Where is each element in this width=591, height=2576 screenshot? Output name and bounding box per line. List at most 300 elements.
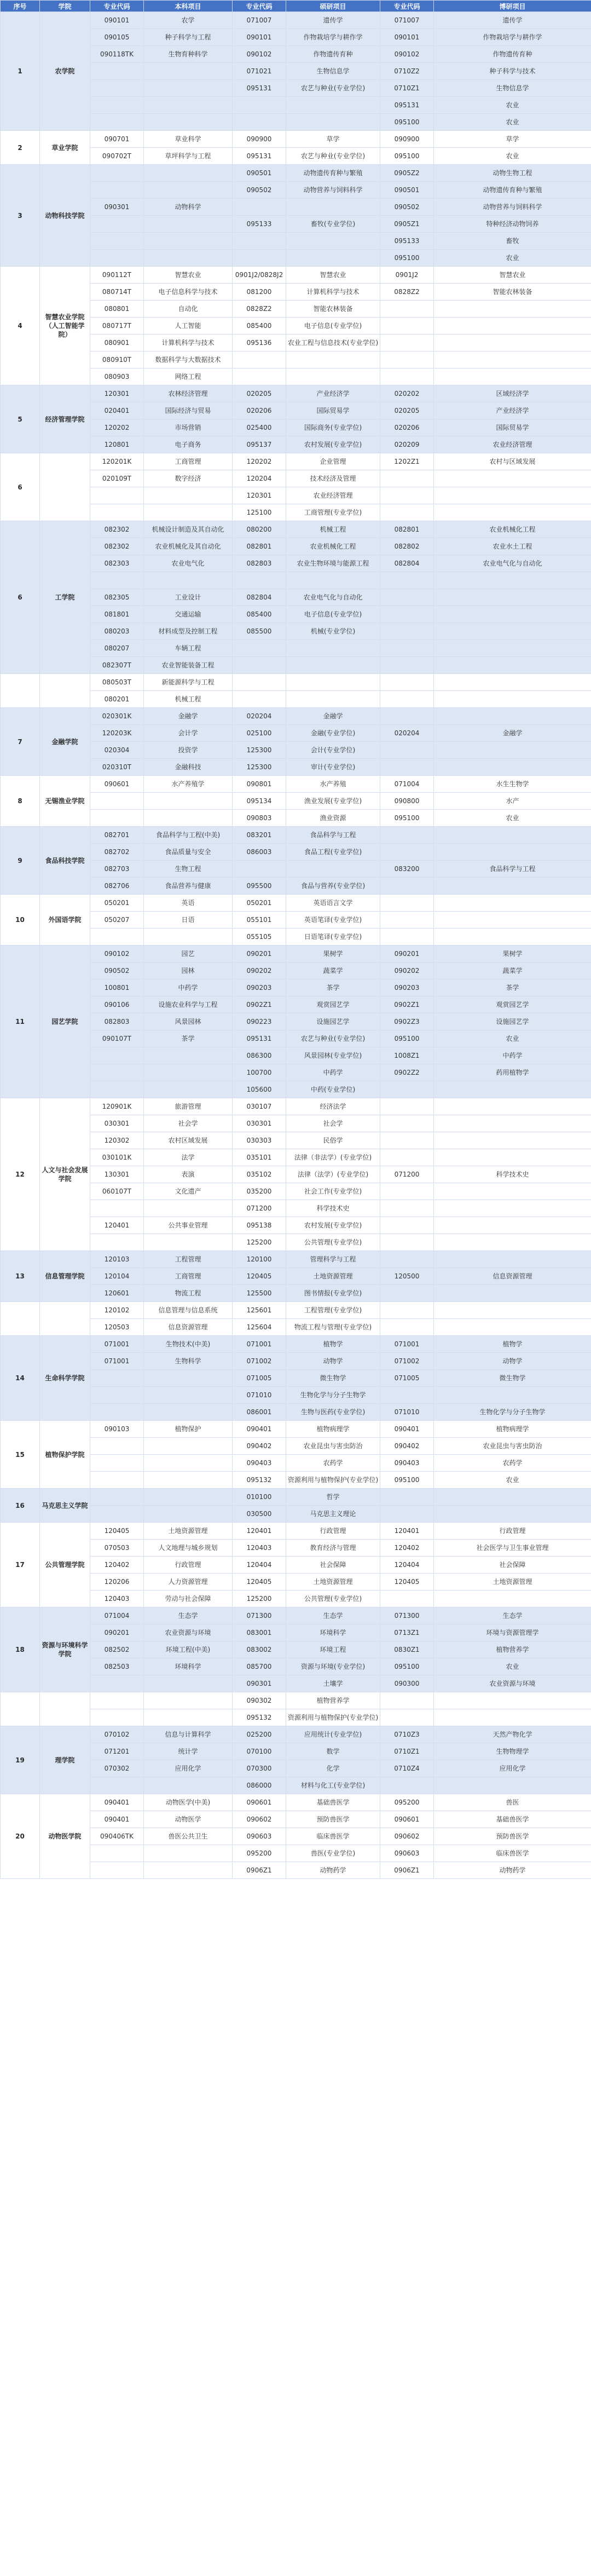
master-program: 教育经济与管理: [286, 1540, 380, 1557]
phd-code: 071010: [380, 1404, 434, 1421]
phd-code: [380, 1489, 434, 1506]
phd-code: 090800: [380, 793, 434, 810]
master-program: 农艺与种业(专业学位): [286, 148, 380, 165]
undergrad-code: 050207: [90, 912, 144, 929]
undergrad-code: 120102: [90, 1302, 144, 1319]
undergrad-code: [90, 233, 144, 250]
college-seq: 12: [1, 1098, 40, 1251]
phd-code: 0710Z4: [380, 1760, 434, 1777]
undergrad-code: [90, 216, 144, 233]
phd-code: 095100: [380, 250, 434, 267]
phd-code: [380, 487, 434, 504]
phd-code: 0710Z1: [380, 1743, 434, 1760]
table-row: [1, 827, 591, 844]
master-code: 055101: [233, 912, 286, 929]
table-body: [1, 12, 591, 1879]
college-name: 无锡渔业学院: [40, 776, 90, 827]
phd-program: 智慧农业: [434, 267, 591, 284]
phd-code: [380, 368, 434, 385]
phd-code: 071200: [380, 1166, 434, 1183]
master-program: 社会学: [286, 1115, 380, 1132]
undergrad-program: [144, 97, 233, 114]
college-seq: 15: [1, 1421, 40, 1489]
phd-code: [380, 1115, 434, 1132]
phd-code: 0830Z1: [380, 1641, 434, 1658]
undergrad-program: [144, 216, 233, 233]
undergrad-program: 智慧农业: [144, 267, 233, 284]
master-code: 120100: [233, 1251, 286, 1268]
undergrad-program: 统计学: [144, 1743, 233, 1760]
master-program: 法律（非法学）(专业学位): [286, 1149, 380, 1166]
phd-code: [380, 1319, 434, 1336]
table-row: [1, 1421, 591, 1438]
phd-program: [434, 1285, 591, 1302]
phd-program: [434, 657, 591, 674]
master-program: 生物信息学: [286, 63, 380, 80]
college-seq: 5: [1, 385, 40, 453]
master-program: 观赏园艺学: [286, 996, 380, 1013]
college-seq: [1, 1302, 40, 1336]
master-program: 图书情报(专业学位): [286, 1285, 380, 1302]
undergrad-code: [90, 1200, 144, 1217]
phd-code: [380, 844, 434, 861]
master-program: 渔业发展(专业学位): [286, 793, 380, 810]
phd-code: 090201: [380, 946, 434, 963]
undergrad-code: 070302: [90, 1760, 144, 1777]
master-code: 095138: [233, 1217, 286, 1234]
master-code: 035200: [233, 1183, 286, 1200]
undergrad-code: [90, 793, 144, 810]
master-code: [233, 351, 286, 368]
college-seq: 2: [1, 131, 40, 165]
phd-program: 植物病理学: [434, 1421, 591, 1438]
phd-code: 0906Z1: [380, 1862, 434, 1879]
undergrad-code: 090106: [90, 996, 144, 1013]
phd-program: [434, 1251, 591, 1268]
phd-program: [434, 1132, 591, 1149]
master-code: 030107: [233, 1098, 286, 1115]
master-code: 090501: [233, 165, 286, 182]
phd-code: 0713Z1: [380, 1624, 434, 1641]
table-row: [1, 1692, 591, 1709]
phd-program: 天然产物化学: [434, 1726, 591, 1743]
undergrad-program: 电子信息科学与技术: [144, 284, 233, 301]
undergrad-program: 工程管理: [144, 1251, 233, 1268]
master-code: 083002: [233, 1641, 286, 1658]
undergrad-program: [144, 1047, 233, 1064]
undergrad-code: 082503: [90, 1658, 144, 1675]
phd-program: 土地资源管理: [434, 1574, 591, 1590]
master-program: 蔬菜学: [286, 963, 380, 979]
college-name: 工学院: [40, 521, 90, 674]
master-code: [233, 861, 286, 878]
undergrad-program: 兽医公共卫生: [144, 1828, 233, 1845]
undergrad-code: [90, 1472, 144, 1489]
phd-program: [434, 742, 591, 759]
master-program: 农业电气化与自动化: [286, 589, 380, 606]
undergrad-program: 行政管理: [144, 1557, 233, 1574]
master-program: 农业机械化工程: [286, 538, 380, 555]
undergrad-code: 070503: [90, 1540, 144, 1557]
undergrad-program: 生物育种科学: [144, 46, 233, 63]
undergrad-program: [144, 1064, 233, 1081]
master-code: 082803: [233, 555, 286, 572]
master-code: 085700: [233, 1658, 286, 1675]
phd-code: 090602: [380, 1828, 434, 1845]
phd-program: 兽医: [434, 1794, 591, 1811]
master-program: 农艺与种业(专业学位): [286, 1030, 380, 1047]
college-seq: 18: [1, 1607, 40, 1692]
master-program: 农村发展(专业学位): [286, 1217, 380, 1234]
master-program: 植物学: [286, 1336, 380, 1353]
undergrad-program: [144, 1200, 233, 1217]
table-row: [1, 521, 591, 538]
phd-program: [434, 1217, 591, 1234]
master-code: [233, 233, 286, 250]
master-program: 兽医(专业学位): [286, 1845, 380, 1862]
undergrad-program: 机械设计制造及其自动化: [144, 521, 233, 538]
phd-code: [380, 1132, 434, 1149]
table-row: [1, 895, 591, 912]
master-program: 化学: [286, 1760, 380, 1777]
phd-program: 作物栽培学与耕作学: [434, 29, 591, 46]
master-program: 法律（法学）(专业学位): [286, 1166, 380, 1183]
undergrad-program: 农村区域发展: [144, 1132, 233, 1149]
undergrad-program: [144, 1862, 233, 1879]
undergrad-program: [144, 165, 233, 182]
master-code: 095131: [233, 1030, 286, 1047]
table-row: [1, 1251, 591, 1268]
phd-program: [434, 572, 591, 589]
master-program: 植物病理学: [286, 1421, 380, 1438]
phd-code: 1008Z1: [380, 1047, 434, 1064]
phd-program: 社会保障: [434, 1557, 591, 1574]
phd-code: 020209: [380, 436, 434, 453]
phd-code: [380, 691, 434, 708]
undergrad-code: 080714T: [90, 284, 144, 301]
undergrad-program: [144, 1438, 233, 1455]
phd-code: 090203: [380, 979, 434, 996]
undergrad-code: 090103: [90, 1421, 144, 1438]
table-row: [1, 1523, 591, 1540]
undergrad-code: [90, 114, 144, 131]
master-program: 公共管理(专业学位): [286, 1590, 380, 1607]
master-program: 动物药学: [286, 1862, 380, 1879]
college-seq: 10: [1, 895, 40, 946]
phd-code: 090300: [380, 1675, 434, 1692]
phd-program: 动物营养与饲料科学: [434, 199, 591, 216]
master-program: 植物营养学: [286, 1692, 380, 1709]
master-program: 社会工作(专业学位): [286, 1183, 380, 1200]
master-program: 智慧农业: [286, 267, 380, 284]
phd-code: 090101: [380, 29, 434, 46]
phd-code: 0902Z2: [380, 1064, 434, 1081]
table-row: [1, 946, 591, 963]
undergrad-program: 农业资源与环境: [144, 1624, 233, 1641]
master-code: 090601: [233, 1794, 286, 1811]
phd-code: 090502: [380, 199, 434, 216]
undergrad-code: 090701: [90, 131, 144, 148]
master-code: 125500: [233, 1285, 286, 1302]
master-code: 035101: [233, 1149, 286, 1166]
phd-program: 农业: [434, 1030, 591, 1047]
master-code: 095132: [233, 1709, 286, 1726]
undergrad-code: 080717T: [90, 318, 144, 335]
phd-program: 水生生物学: [434, 776, 591, 793]
master-code: [233, 691, 286, 708]
master-code: 071021: [233, 63, 286, 80]
master-code: 125200: [233, 1590, 286, 1607]
undergrad-code: [90, 182, 144, 199]
master-program: 行政管理: [286, 1523, 380, 1540]
undergrad-program: 工业设计: [144, 589, 233, 606]
master-code: 120404: [233, 1557, 286, 1574]
phd-code: 095100: [380, 114, 434, 131]
undergrad-code: 030301: [90, 1115, 144, 1132]
phd-code: [380, 335, 434, 351]
master-program: 数学: [286, 1743, 380, 1760]
phd-code: 090900: [380, 131, 434, 148]
phd-code: 020205: [380, 402, 434, 419]
phd-code: [380, 759, 434, 776]
undergrad-program: 茶学: [144, 1030, 233, 1047]
undergrad-program: 水产养殖学: [144, 776, 233, 793]
master-code: 086003: [233, 844, 286, 861]
phd-code: 0901J2: [380, 267, 434, 284]
phd-program: 农业: [434, 97, 591, 114]
phd-code: 082804: [380, 555, 434, 572]
undergrad-program: [144, 1777, 233, 1794]
phd-program: 农药学: [434, 1455, 591, 1472]
master-program: 公共管理(专业学位): [286, 1234, 380, 1251]
undergrad-program: 农业电气化: [144, 555, 233, 572]
college-seq: 4: [1, 267, 40, 385]
master-program: 资源利用与植物保护(专业学位): [286, 1709, 380, 1726]
undergrad-code: 071004: [90, 1607, 144, 1624]
phd-program: [434, 487, 591, 504]
college-name: 理学院: [40, 1726, 90, 1794]
college-seq: 20: [1, 1794, 40, 1879]
undergrad-code: 090102: [90, 946, 144, 963]
master-program: 土地资源管理: [286, 1268, 380, 1285]
undergrad-code: 120503: [90, 1319, 144, 1336]
phd-code: 071005: [380, 1370, 434, 1387]
table-row: [1, 385, 591, 402]
college-name: 人文与社会发展学院: [40, 1098, 90, 1251]
master-code: 071001: [233, 1336, 286, 1353]
undergrad-program: 环境科学: [144, 1658, 233, 1675]
undergrad-code: 090401: [90, 1794, 144, 1811]
master-program: 哲学: [286, 1489, 380, 1506]
phd-code: [380, 606, 434, 623]
master-program: [286, 250, 380, 267]
master-code: 090602: [233, 1811, 286, 1828]
undergrad-code: 030101K: [90, 1149, 144, 1166]
undergrad-code: 120601: [90, 1285, 144, 1302]
master-program: 经济法学: [286, 1098, 380, 1115]
master-program: 机械(专业学位): [286, 623, 380, 640]
phd-code: 095100: [380, 148, 434, 165]
master-code: 071002: [233, 1353, 286, 1370]
phd-program: [434, 1200, 591, 1217]
college-seq: 6: [1, 521, 40, 674]
master-program: 农业工程与信息技术(专业学位): [286, 335, 380, 351]
undergrad-code: 120203K: [90, 725, 144, 742]
phd-code: 120405: [380, 1574, 434, 1590]
undergrad-code: 120901K: [90, 1098, 144, 1115]
undergrad-code: 020304: [90, 742, 144, 759]
master-code: [233, 97, 286, 114]
phd-program: 生物物理学: [434, 1743, 591, 1760]
college-name: 动物医学院: [40, 1794, 90, 1879]
master-program: [286, 572, 380, 589]
master-program: 工程管理(专业学位): [286, 1302, 380, 1319]
master-program: 临床兽医学: [286, 1828, 380, 1845]
master-program: 农村发展(专业学位): [286, 436, 380, 453]
master-code: 090202: [233, 963, 286, 979]
master-code: 125300: [233, 742, 286, 759]
master-code: [233, 114, 286, 131]
phd-program: [434, 589, 591, 606]
undergrad-program: [144, 1404, 233, 1421]
undergrad-program: [144, 1489, 233, 1506]
undergrad-program: 新能源科学与工程: [144, 674, 233, 691]
phd-code: 090401: [380, 1421, 434, 1438]
phd-code: 095100: [380, 1030, 434, 1047]
undergrad-program: 表演: [144, 1166, 233, 1183]
master-code: 082801: [233, 538, 286, 555]
phd-program: [434, 351, 591, 368]
table-row: [1, 1726, 591, 1743]
phd-program: 水产: [434, 793, 591, 810]
table-row: [1, 12, 591, 29]
master-program: 金融(专业学位): [286, 725, 380, 742]
master-code: 082804: [233, 589, 286, 606]
undergrad-code: 120104: [90, 1268, 144, 1285]
undergrad-program: [144, 929, 233, 946]
undergrad-code: [90, 487, 144, 504]
college-name: [40, 1692, 90, 1726]
master-program: 环境工程: [286, 1641, 380, 1658]
master-program: 茶学: [286, 979, 380, 996]
undergrad-code: 120201K: [90, 453, 144, 470]
undergrad-program: 金融学: [144, 708, 233, 725]
table-row: [1, 1794, 591, 1811]
undergrad-program: [144, 1472, 233, 1489]
undergrad-program: 设施农业科学与工程: [144, 996, 233, 1013]
undergrad-code: [90, 1675, 144, 1692]
master-code: 120301: [233, 487, 286, 504]
phd-program: 生物信息学: [434, 80, 591, 97]
undergrad-code: [90, 1438, 144, 1455]
undergrad-code: 080207: [90, 640, 144, 657]
master-program: 机械工程: [286, 521, 380, 538]
master-code: 090223: [233, 1013, 286, 1030]
phd-code: [380, 1217, 434, 1234]
master-program: [286, 368, 380, 385]
undergrad-program: 种子科学与工程: [144, 29, 233, 46]
undergrad-code: [90, 1047, 144, 1064]
header-phd-program: 博研项目: [434, 1, 591, 12]
master-program: [286, 861, 380, 878]
table-row: [1, 1607, 591, 1624]
phd-code: 0828Z2: [380, 284, 434, 301]
header-phd-code: 专业代码: [380, 1, 434, 12]
master-program: 果树学: [286, 946, 380, 963]
phd-program: 预防兽医学: [434, 1828, 591, 1845]
phd-code: [380, 318, 434, 335]
master-code: [233, 199, 286, 216]
master-program: [286, 691, 380, 708]
phd-code: [380, 827, 434, 844]
phd-code: 090202: [380, 963, 434, 979]
undergrad-code: 070102: [90, 1726, 144, 1743]
undergrad-code: 080801: [90, 301, 144, 318]
phd-program: [434, 878, 591, 895]
phd-code: 090601: [380, 1811, 434, 1828]
master-program: 农业生物环境与能源工程: [286, 555, 380, 572]
undergrad-program: 信息与计算科学: [144, 1726, 233, 1743]
undergrad-code: [90, 572, 144, 589]
college-name: 外国语学院: [40, 895, 90, 946]
undergrad-program: 市场营销: [144, 419, 233, 436]
master-code: [233, 674, 286, 691]
phd-program: 科学技术史: [434, 1166, 591, 1183]
master-program: 金融学: [286, 708, 380, 725]
undergrad-code: 082302: [90, 538, 144, 555]
master-code: 020204: [233, 708, 286, 725]
undergrad-code: [90, 1845, 144, 1862]
master-code: 085400: [233, 318, 286, 335]
undergrad-program: [144, 1387, 233, 1404]
phd-code: 071004: [380, 776, 434, 793]
phd-program: 农业机械化工程: [434, 521, 591, 538]
master-code: 083201: [233, 827, 286, 844]
master-code: 095134: [233, 793, 286, 810]
undergrad-program: 机械工程: [144, 691, 233, 708]
master-code: 0901J2/0828J2: [233, 267, 286, 284]
phd-program: 中药学: [434, 1047, 591, 1064]
undergrad-program: 计算机科学与技术: [144, 335, 233, 351]
master-program: [286, 97, 380, 114]
master-program: 农业经济管理: [286, 487, 380, 504]
master-program: 生物与医药(专业学位): [286, 1404, 380, 1421]
undergrad-code: 090502: [90, 963, 144, 979]
master-code: 095137: [233, 436, 286, 453]
phd-code: 095100: [380, 1658, 434, 1675]
master-program: 国际贸易学: [286, 402, 380, 419]
undergrad-code: [90, 1455, 144, 1472]
master-code: 095500: [233, 878, 286, 895]
undergrad-program: 园林: [144, 963, 233, 979]
undergrad-code: 130301: [90, 1166, 144, 1183]
undergrad-program: 人文地理与城乡规划: [144, 1540, 233, 1557]
undergrad-code: 120801: [90, 436, 144, 453]
master-code: 085400: [233, 606, 286, 623]
phd-code: [380, 470, 434, 487]
master-code: 086000: [233, 1777, 286, 1794]
master-code: 090403: [233, 1455, 286, 1472]
master-code: 080200: [233, 521, 286, 538]
phd-program: [434, 1234, 591, 1251]
phd-program: 草学: [434, 131, 591, 148]
phd-code: 090603: [380, 1845, 434, 1862]
master-code: 120202: [233, 453, 286, 470]
undergrad-code: 090118TK: [90, 46, 144, 63]
undergrad-code: [90, 165, 144, 182]
master-code: 070300: [233, 1760, 286, 1777]
master-code: 070100: [233, 1743, 286, 1760]
